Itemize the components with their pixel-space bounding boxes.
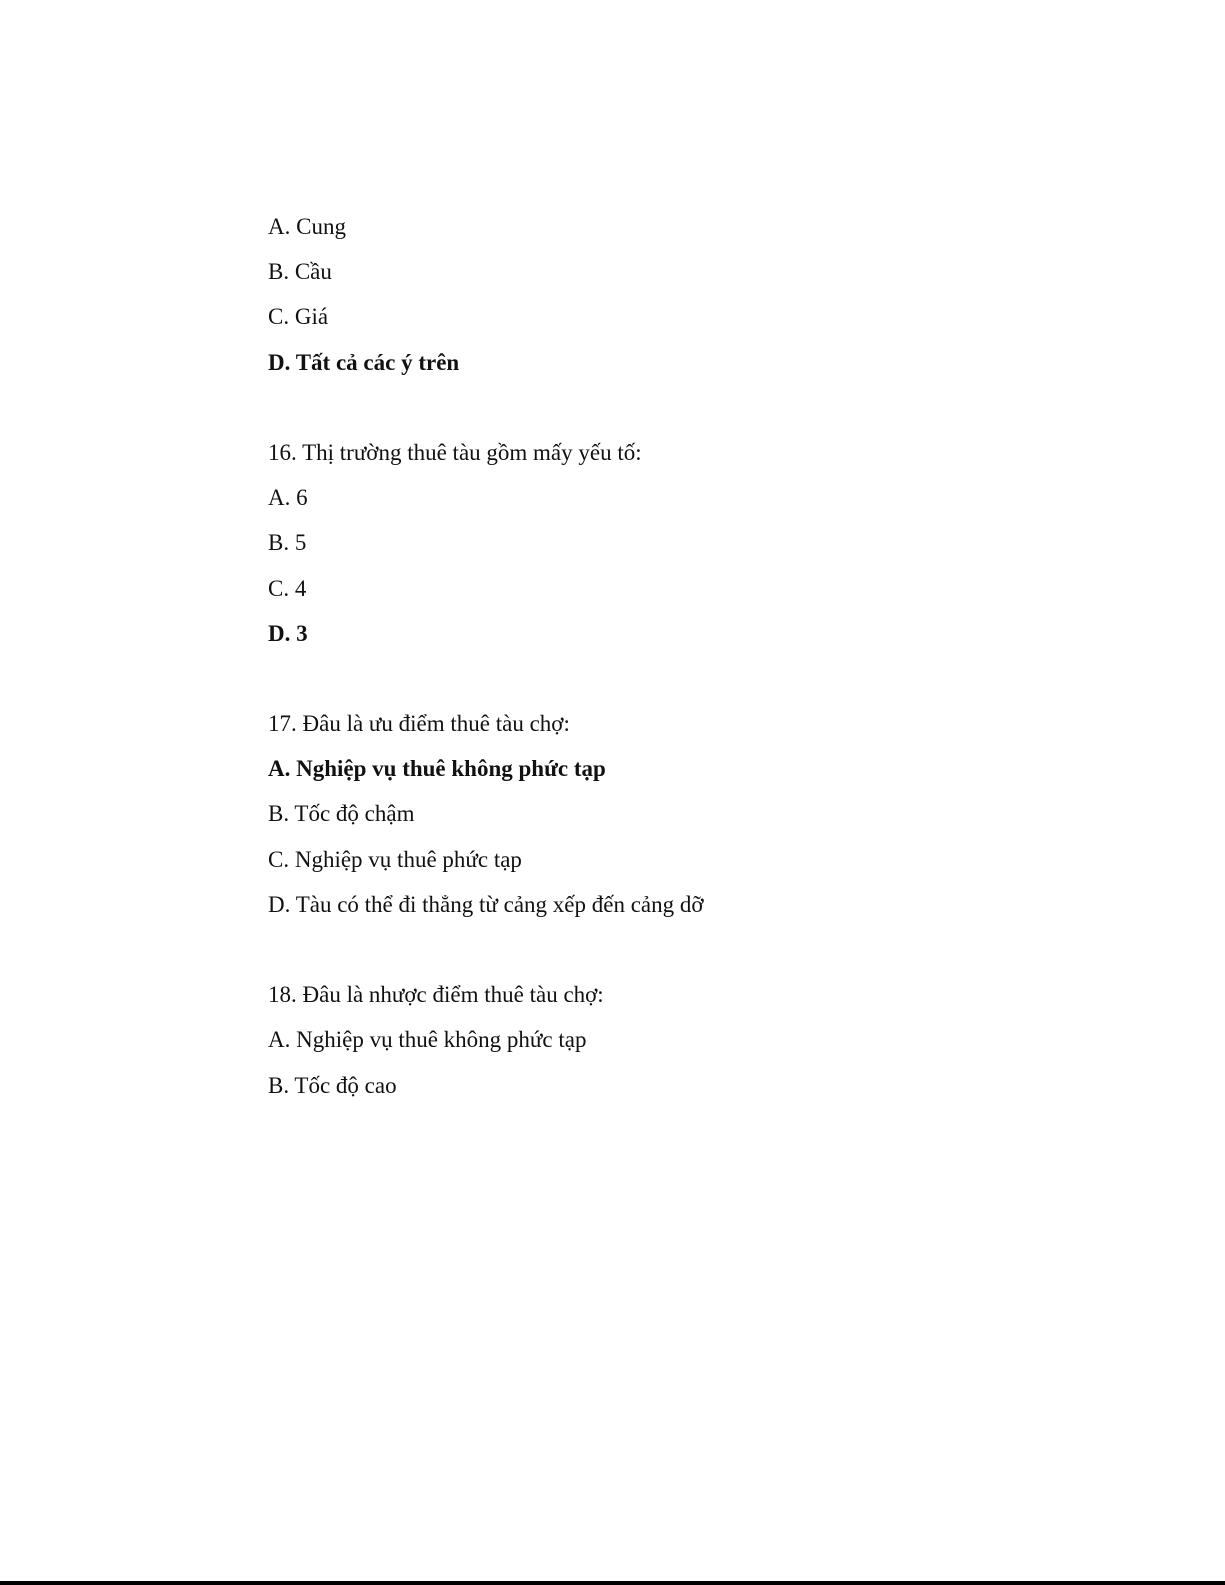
question-16-block <box>268 430 1168 656</box>
q16-option-d-correct: D. 3 <box>268 620 308 646</box>
question-15-block <box>268 204 1168 385</box>
q17-option-d: D. Tàu có thể đi thẳng từ cảng xếp đến cảng dỡ <box>268 891 704 917</box>
q17-option-b: B. Tốc độ chậm <box>268 801 415 827</box>
q15-option-d-correct: D. Tất cả các ý trên <box>268 349 460 375</box>
spacer <box>268 656 1168 701</box>
q18-option-a: A. Nghiệp vụ thuê không phức tạp <box>268 1027 587 1053</box>
q16-option-b: B. 5 <box>268 530 307 556</box>
question-17-block <box>268 701 1168 927</box>
q16-option-c: C. 4 <box>268 575 307 601</box>
q16-question: 16. Thị trường thuê tàu gồm mấy yếu tố: <box>268 439 642 465</box>
q16-option-a: A. 6 <box>268 485 308 511</box>
q15-option-c: C. Giá <box>268 304 329 330</box>
spacer <box>268 927 1168 972</box>
q17-option-a-correct: A. Nghiệp vụ thuê không phức tạp <box>268 756 606 782</box>
q17-option-c: C. Nghiệp vụ thuê phức tạp <box>268 846 522 872</box>
quiz-content <box>268 204 1168 1108</box>
q15-option-a: A. Cung <box>268 214 346 239</box>
question-18-block <box>268 972 1168 1108</box>
q18-question: 18. Đâu là nhược điểm thuê tàu chợ: <box>268 982 604 1008</box>
spacer <box>268 385 1168 430</box>
q15-option-b: B. Cầu <box>268 259 332 285</box>
page-bottom-border <box>0 1581 1225 1585</box>
q18-option-b: B. Tốc độ cao <box>268 1072 397 1098</box>
q17-question: 17. Đâu là ưu điểm thuê tàu chợ: <box>268 711 570 737</box>
